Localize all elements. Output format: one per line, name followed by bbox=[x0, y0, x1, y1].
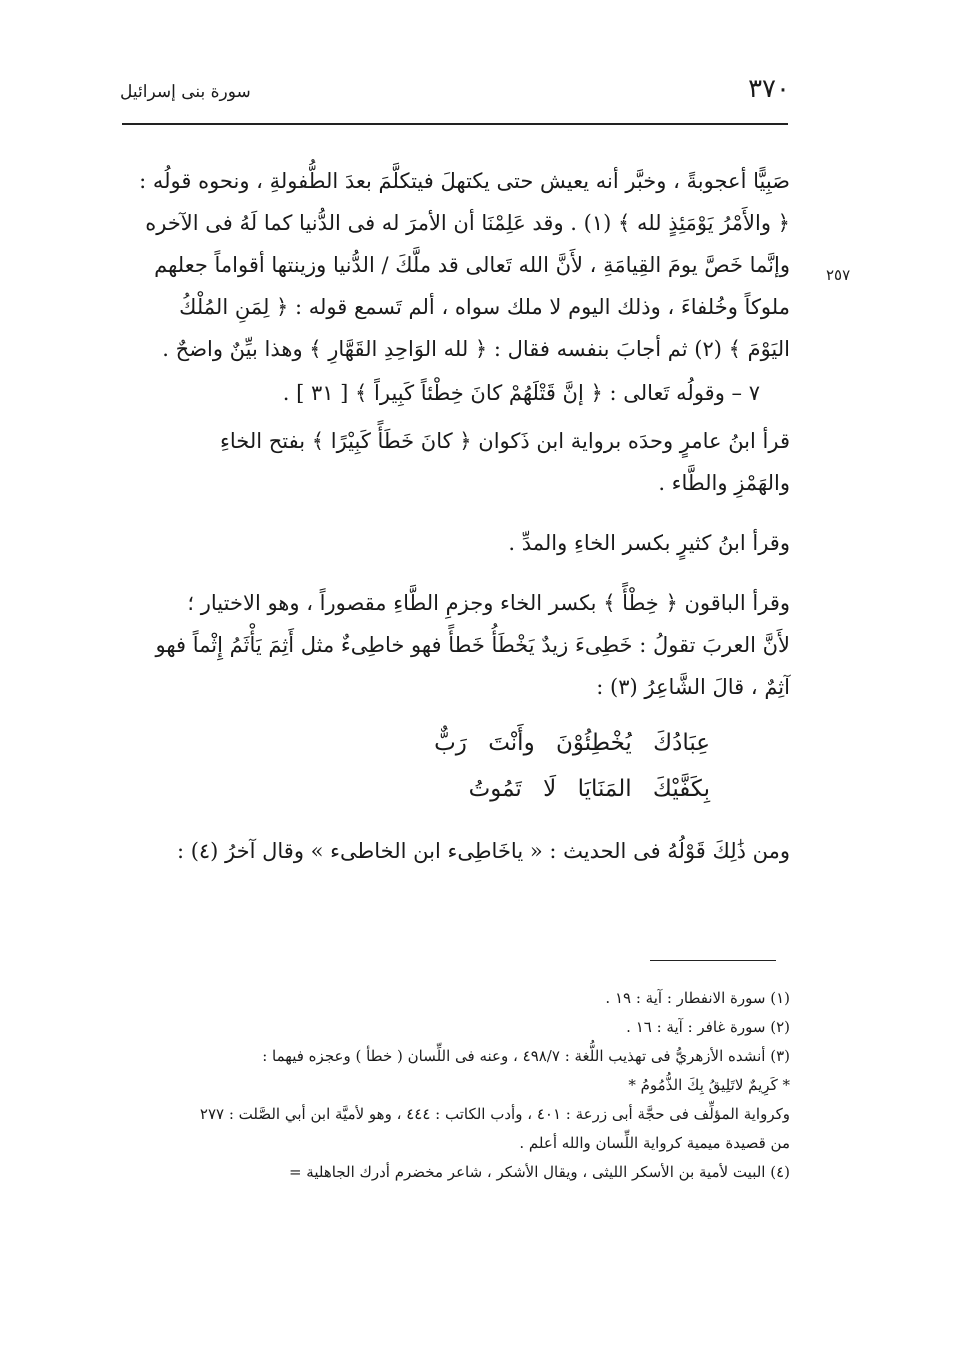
text-line: اليَوْمَ ﴾ (٢) ثم أجابَ بنفسه فقال : ﴿ لله الوَاحِدِ القَهَّارِ ﴾ وهذا بيِّنٌ واضحٌ . bbox=[162, 337, 790, 361]
paragraph-2 bbox=[124, 420, 790, 504]
text-line: وإنَّما خَصَّ يومَ القِيامَةِ ، لأَنَّ الله تَعالى قد ملَّكَ / الدُّنيا وزينتها أقواماً جعلهم bbox=[154, 253, 790, 277]
text-line: ملوكاً وخُلفاءَ ، وذلك اليوم لا ملك سواه ، ألم تَسمع قوله : ﴿ لِمَنِ المُلْكُ bbox=[179, 295, 790, 319]
footnote-3-verse: * كَرِيمٌ لاتَلِيقُ بِكَ الذُّمُومُ * bbox=[628, 1076, 790, 1094]
spacer bbox=[124, 564, 790, 582]
text-line: وقرأ الباقون ﴿ خِطْأً ﴾ بكسر الخاء وجزمِ الطَّاءِ مقصوراً ، وهو الاختيار ؛ bbox=[187, 591, 790, 615]
margin-page-reference: ٢٥٧ bbox=[826, 266, 851, 284]
running-title: سورة بنى إسرائيل bbox=[120, 82, 251, 102]
poem-line: عِبَادُكَ يُخْطِئُوْنَ وأَنْتَ رَبٌّ bbox=[434, 730, 710, 756]
footnote-2: (٢) سورة غافر : آية : ١٦ . bbox=[626, 1018, 790, 1036]
footnotes bbox=[124, 984, 790, 1187]
verse-heading: ٧ – وقولُه تَعالى : ﴿ إنَّ قَتْلَهُمْ كانَ خِطْئاً كَبِيراً ﴾ [ ٣١ ] . bbox=[282, 381, 760, 405]
footnote-3-continuation: من قصيدة ميمية كرواية اللِّسان والله أعلم . bbox=[519, 1134, 790, 1152]
text-line: قرأ ابنُ عامرٍ وحدَه برواية ابن ذَكوان ﴿ كانَ خَطَأً كَبِيْرًا ﴾ بفتح الخاءِ bbox=[220, 429, 790, 453]
footnote-4: (٤) البيت لأمية بن الأسكر الليثى ، ويقال الأشكر ، شاعر مخضرم أدرك الجاهلية = bbox=[288, 1163, 790, 1181]
paragraph-5 bbox=[124, 830, 790, 872]
poem bbox=[124, 720, 790, 812]
spacer bbox=[124, 504, 790, 522]
paragraph-3 bbox=[124, 522, 790, 564]
poem-line: بِكَفَّيْكَ المَنَايَا لَا تَمُوتُ bbox=[468, 776, 710, 802]
text-line: آثِمٌ ، قالَ الشَّاعِرُ (٣) : bbox=[596, 675, 790, 699]
text-line: لأَنَّ العربَ تقولُ : خَطِىءَ زيدٌ يَخْطَأُ خَطأً فهو خاطِىءٌ مثل أَثِمَ يَأْثَمُ إِثْماً فهو bbox=[155, 633, 790, 657]
text-line: ﴿ والأَمْرُ يَوْمَئِذٍ لله ﴾ (١) . وقد عَلِمْنَا أن الأمرَ له فى الدُّنيا كما لَهُ فى الآخره bbox=[145, 211, 790, 235]
paragraph-1 bbox=[124, 160, 790, 370]
header-rule bbox=[122, 123, 788, 125]
text-line: ومن ذَٰلِكَ قَوْلُهُ فى الحديث : « ياخَاطِىء ابن الخاطىء » وقال آخرُ (٤) : bbox=[176, 839, 790, 863]
text-line: وقرأ ابنُ كثيرٍ بكسر الخاءِ والمدِّ . bbox=[508, 531, 790, 555]
main-text bbox=[124, 160, 790, 872]
page-header bbox=[120, 70, 790, 110]
page-number: ٣٧٠ bbox=[748, 74, 790, 104]
footnote-3-continuation: وكرواية المؤلِّف فى حجَّة أبى زرعة : ٤٠١ ، وأدب الكاتب : ٤٤٤ ، وهو لأميَّة ابن أبي الصَّلت : ٢٧٧ bbox=[199, 1105, 790, 1123]
text-line: صَبِيًّا أعجوبةً ، وخبَّر أنه يعيش حتى يكتهلَ فيتكلَّمَ بعدَ الطُّفولةِ ، ونحوه قولُه : bbox=[139, 169, 790, 193]
footnote-3: (٣) أنشده الأزهريُّ فى تهذيب اللُّغة : ٤٩٨/٧ ، وعنه فى اللِّسان ( خطأ ) وعجزه فيهما : bbox=[262, 1047, 790, 1065]
paragraph-4 bbox=[124, 582, 790, 708]
footnote-1: (١) سورة الانفطار : آية : ١٩ . bbox=[605, 989, 790, 1007]
text-line: والهَمْزِ والطَّاء . bbox=[658, 471, 790, 495]
footnote-rule bbox=[650, 960, 776, 961]
